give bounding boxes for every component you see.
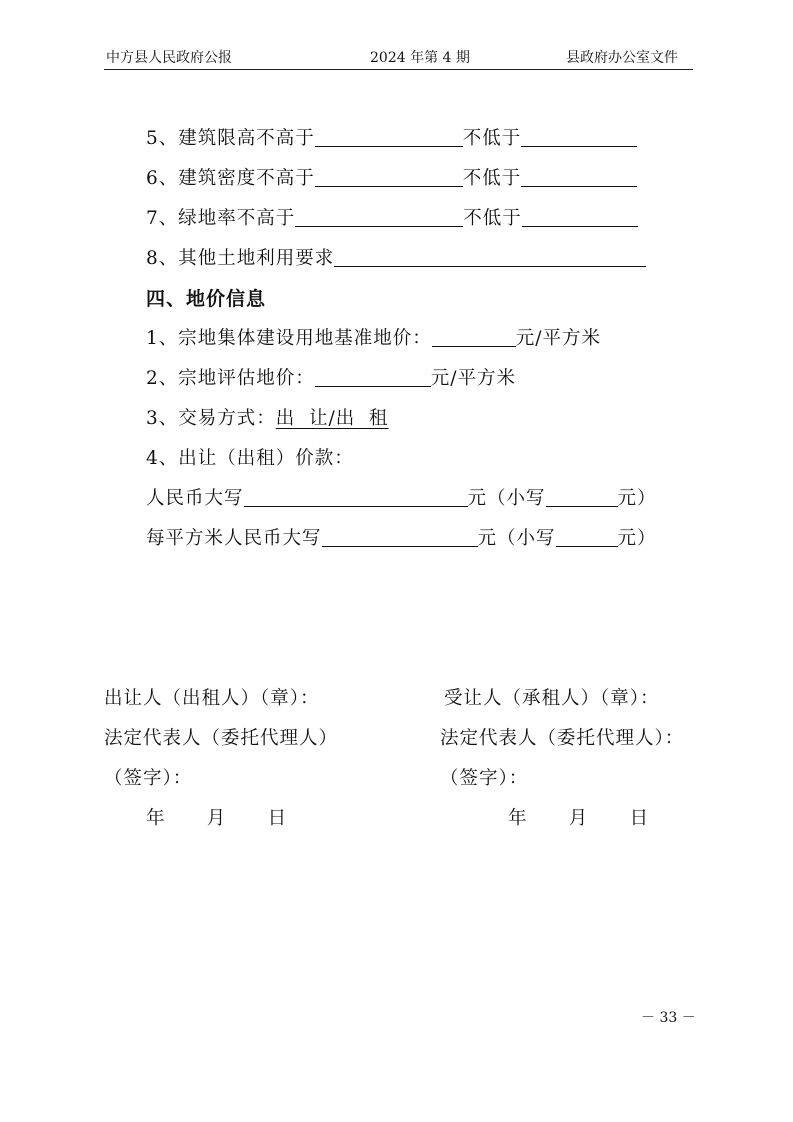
density-max-blank[interactable] (315, 164, 463, 187)
base-price-unit: 元/平方米 (515, 328, 602, 349)
payment-row (146, 444, 354, 474)
height-min-blank[interactable] (521, 124, 637, 147)
header-issue: 2024 年第 4 期 (370, 50, 470, 66)
base-price-row (146, 324, 601, 354)
grantor-date: 年 月 日 (146, 808, 288, 829)
trade-method-value: 出 让/出 租 (275, 408, 389, 429)
green-ratio-row (146, 204, 638, 234)
rmb-end: 元） (617, 488, 657, 509)
header-rule (104, 69, 693, 70)
rmb-lower-blank[interactable] (546, 484, 618, 507)
other-requirements-row (146, 244, 646, 274)
per-sqm-end: 元） (617, 528, 657, 549)
other-requirements-blank[interactable] (334, 244, 646, 267)
header-publication: 中方县人民政府公报 (106, 50, 232, 66)
grantor-representative-label: 法定代表人（委托代理人） (104, 728, 339, 749)
eval-price-blank[interactable] (315, 364, 431, 387)
rmb-lower-label: 元（小写 (467, 488, 546, 509)
per-sqm-lower-label: 元（小写 (477, 528, 556, 549)
payment-label: 4、出让（出租）价款： (146, 448, 354, 469)
grantee-representative-label: 法定代表人（委托代理人）： (440, 728, 685, 749)
base-price-label: 1、宗地集体建设用地基准地价： (146, 328, 432, 349)
per-sqm-row (146, 524, 657, 554)
rmb-upper-row (146, 484, 657, 514)
base-price-blank[interactable] (432, 324, 516, 347)
green-min-blank[interactable] (522, 204, 638, 227)
height-min-label: 不低于 (462, 128, 522, 149)
per-sqm-label: 每平方米人民币大写 (146, 528, 322, 549)
density-min-blank[interactable] (521, 164, 637, 187)
grantee-seal-label: 受让人（承租人）（章）： (444, 688, 660, 709)
green-min-label: 不低于 (463, 208, 522, 229)
density-min-label: 不低于 (462, 168, 522, 189)
grantor-sign-label: （签字）： (104, 768, 193, 789)
trade-method-row (146, 404, 389, 434)
density-label: 6、建筑密度不高于 (146, 168, 315, 189)
rmb-upper-label: 人民币大写 (146, 488, 244, 509)
price-section-heading: 四、地价信息 (146, 288, 267, 310)
grantor-seal-label: 出让人（出租人）（章）： (104, 688, 320, 709)
per-sqm-upper-blank[interactable] (322, 524, 478, 547)
per-sqm-lower-blank[interactable] (556, 524, 618, 547)
rmb-upper-blank[interactable] (244, 484, 468, 507)
grantee-date: 年 月 日 (508, 808, 650, 829)
height-limit-row (146, 124, 637, 154)
eval-price-label: 2、宗地评估地价： (146, 368, 315, 389)
header-department: 县政府办公室文件 (566, 50, 678, 66)
density-row (146, 164, 637, 194)
height-max-blank[interactable] (315, 124, 463, 147)
green-ratio-label: 7、绿地率不高于 (146, 208, 296, 229)
grantee-sign-label: （签字）： (440, 768, 529, 789)
green-max-blank[interactable] (295, 204, 463, 227)
height-limit-label: 5、建筑限高不高于 (146, 128, 315, 149)
eval-price-unit: 元/平方米 (430, 368, 517, 389)
eval-price-row (146, 364, 516, 394)
trade-method-label: 3、交易方式： (146, 408, 276, 429)
other-requirements-label: 8、其他土地利用要求 (146, 248, 335, 269)
page-number: － 33 － (641, 1010, 696, 1026)
